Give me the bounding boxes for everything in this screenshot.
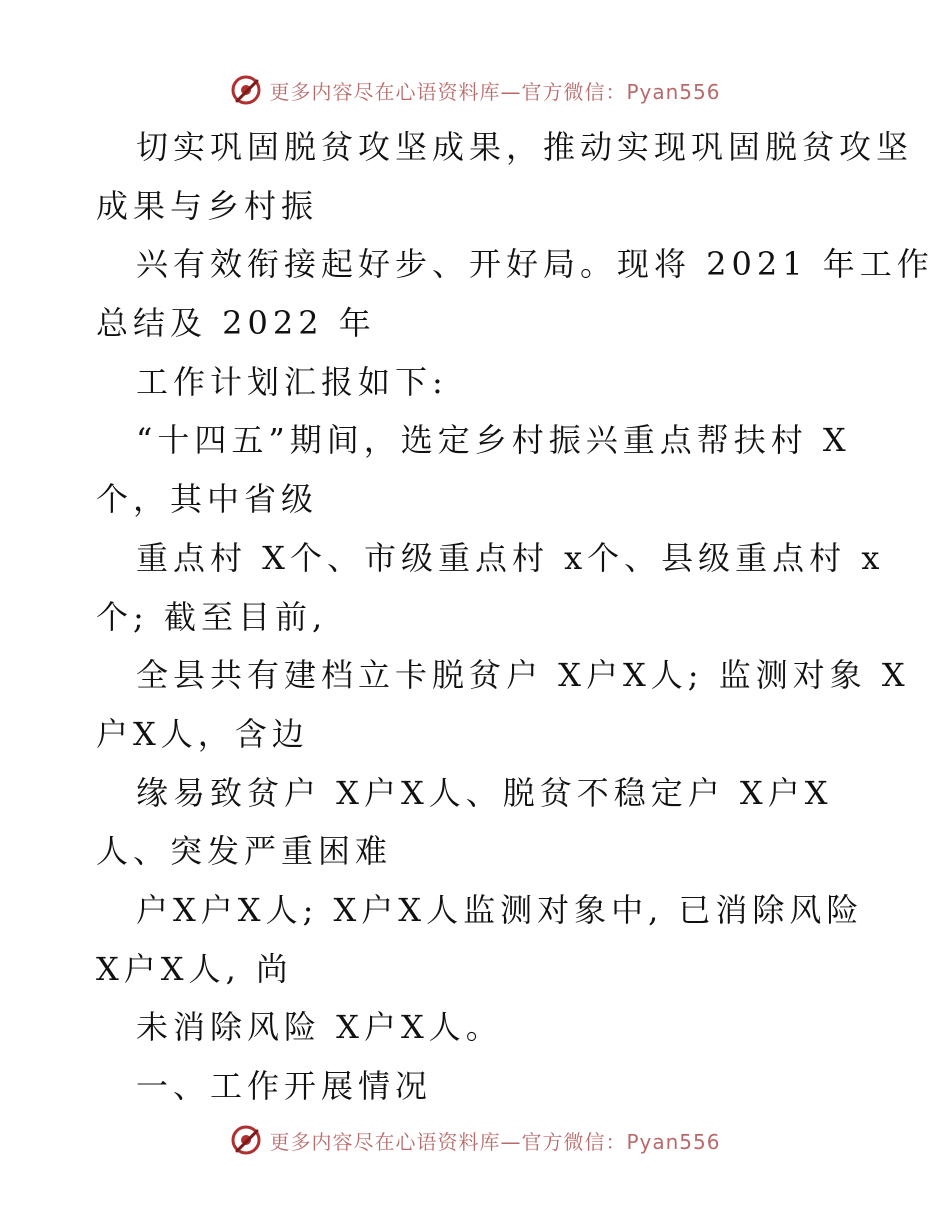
- text-line: 户X户X人; X户X人监测对象中, 已消除风险: [136, 890, 864, 929]
- text-line: 缘易致贫户 X户X人、脱贫不稳定户 X户X: [136, 773, 833, 812]
- text-line: 未消除风险 X户X人。: [136, 1008, 503, 1047]
- watermark-footer: [0, 1120, 950, 1160]
- watermark-text: 更多内容尽在心语资料库—官方微信：Pyan556: [269, 79, 721, 104]
- pen-logo-icon: [229, 73, 263, 107]
- text-line: 个，其中省级: [96, 480, 319, 519]
- text-line: “十四五”期间，选定乡村振兴重点帮扶村 X: [136, 421, 851, 460]
- text-line: 全县共有建档立卡脱贫户 X户X人; 监测对象 X: [136, 656, 910, 695]
- text-line: 人、突发严重困难: [96, 832, 393, 871]
- text-line: 总结及 2022 年: [96, 304, 376, 343]
- text-line: X户X人, 尚: [96, 949, 293, 988]
- text-line: 一、工作开展情况: [136, 1067, 433, 1105]
- watermark-header: [0, 70, 950, 110]
- text-line: 切实巩固脱贫攻坚成果，推动实现巩固脱贫攻坚: [136, 128, 914, 166]
- pen-logo-icon: [229, 1123, 263, 1157]
- document-body: [96, 118, 934, 1116]
- text-line: 成果与乡村振: [96, 186, 319, 225]
- text-line: 兴有效衔接起好步、开好局。现将 2021 年工作: [136, 245, 934, 284]
- text-line: 重点村 X个、市级重点村 x个、县级重点村 x: [136, 538, 885, 577]
- text-line: 户X人，含边: [96, 714, 309, 753]
- text-line: 个; 截至目前,: [96, 597, 328, 636]
- text-line: 工作计划汇报如下:: [136, 362, 448, 401]
- watermark-text: 更多内容尽在心语资料库—官方微信：Pyan556: [269, 1129, 721, 1154]
